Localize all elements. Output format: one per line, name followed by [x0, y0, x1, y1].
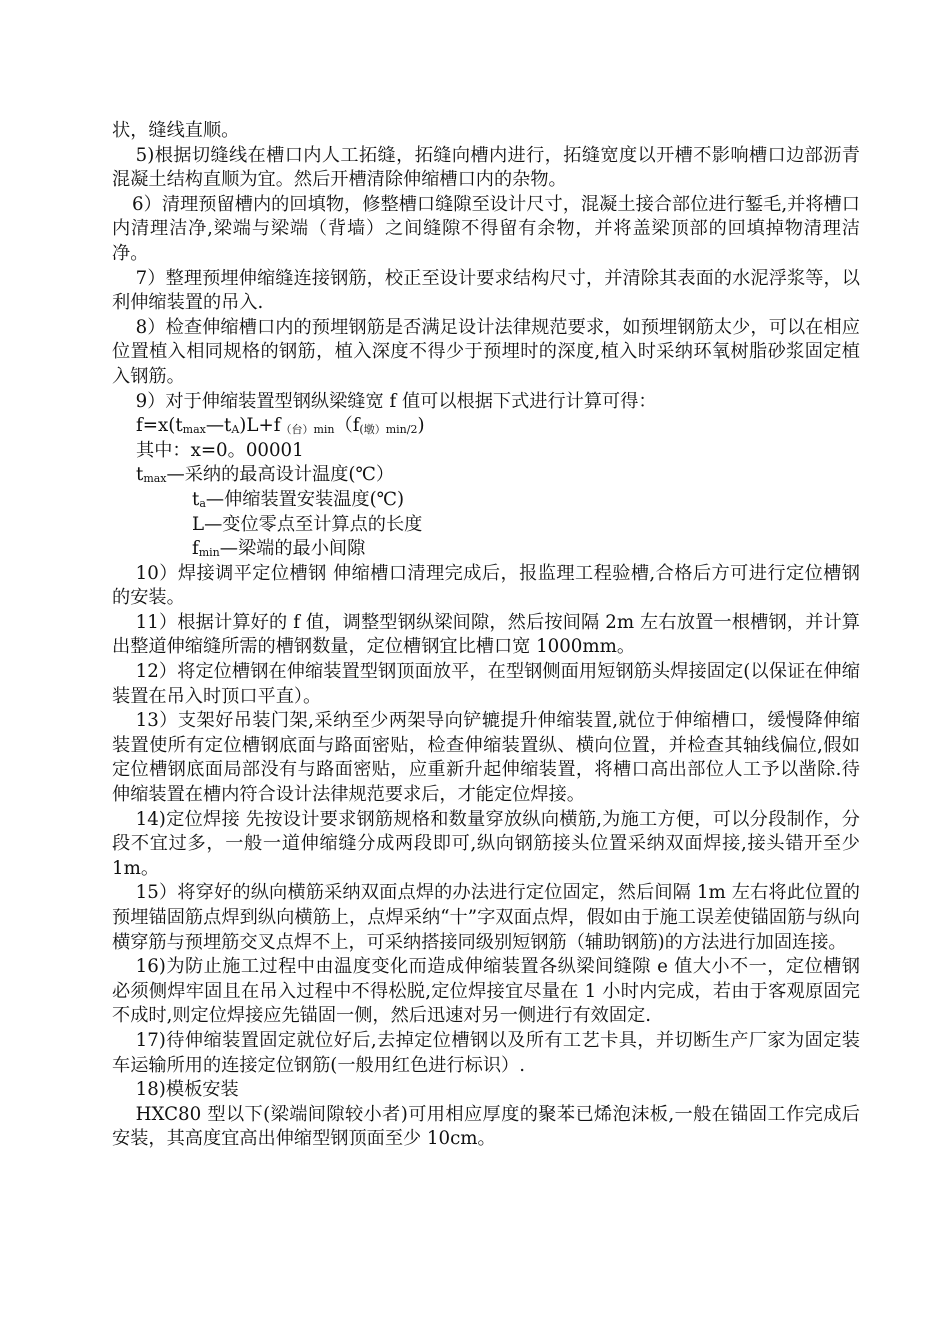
- paragraph-step-17: 17)待伸缩装置固定就位好后,去掉定位槽钢以及所有工艺卡具，并切断生产厂家为固定装车运输所用的连接定位钢筋(一般用红色进行标识）.: [112, 1029, 860, 1076]
- formula-sub-a: A: [231, 423, 240, 437]
- variable-symbol: L: [192, 513, 205, 535]
- paragraph-step-15: 15）将穿好的纵向横筋采纳双面点焊的办法进行定位固定，然后间隔 1m 左右将此位置的预埋锚固筋点焊到纵向横筋上，点焊采纳“十”字双面点焊，假如由于施工误差使锚固筋与纵向横穿筋与预埋筋交叉点焊不上，可采纳搭接同级别短钢筋（辅助钢筋)的方法进行加固连接。: [112, 882, 860, 953]
- paragraph-step-8: 8）检查伸缩槽口内的预埋钢筋是否满足设计法律规范要求，如预埋钢筋太少，可以在相应位置植入相同规格的钢筋，植入深度不得少于预埋时的深度,植入时采纳环氧树脂砂浆固定植入钢筋。: [112, 316, 860, 387]
- paragraph-step-11: 11）根据计算好的 f 值，调整型钢纵梁间隙，然后按间隔 2m 左右放置一根槽钢，并计算出整道伸缩缝所需的槽钢数量，定位槽钢宜比槽口宽 1000mm。: [112, 611, 860, 658]
- paragraph-step-16: 16)为防止施工过程中由温度变化而造成伸缩装置各纵梁间缝隙 e 值大小不一，定位槽钢必须侧焊牢固且在吊入过程中不得松脱,定位焊接宜尽量在 1 小时内完成，若由于客观原固完不成时,则定位焊接应先锚固一侧，然后迅速对另一侧进行有效固定.: [112, 956, 860, 1027]
- paragraph-step-13: 13）支架好吊装门架,采纳至少两架导向铲辘提升伸缩装置,就位于伸缩槽口，缓慢降伸缩装置使所有定位槽钢底面与路面密贴，检查伸缩装置纵、横向位置，并检查其轴线偏位,假如定位槽钢底面局部没有与路面密贴，应重新升起伸缩装置，将槽口高出部位人工予以凿除.待伸缩装置在槽内符合设计法律规范要求后，才能定位焊接。: [112, 710, 860, 806]
- variable-description: —梁端的最小间隙: [219, 538, 366, 560]
- paragraph-formwork: HXC80 型以下(梁端间隙较小者)可用相应厚度的聚苯已烯泡沫板,一般在锚固工作完成后安装，其高度宜高出伸缩型钢顶面至少 10cm。: [112, 1103, 860, 1150]
- variable-description: —采纳的最高设计温度(℃）: [166, 464, 395, 486]
- formula-mid-2: )L+f: [239, 415, 281, 437]
- formula-sub-max: max: [182, 423, 206, 437]
- variable-symbol: t: [136, 464, 144, 486]
- variable-l: [112, 513, 860, 538]
- paragraph-step-9: 9）对于伸缩装置型钢纵梁缝宽 f 值可以根据下式进行计算可得：: [135, 390, 657, 412]
- formula-where-line: 其中：x=0。00001: [136, 439, 304, 461]
- variable-fmin: [112, 537, 860, 562]
- paragraph-step-12: 12）将定位槽钢在伸缩装置型钢顶面放平，在型钢侧面用短钢筋头焊接固定(以保证在伸缩装置在吊入时顶口平直）。: [112, 661, 860, 707]
- paragraph-step-6: 6）清理预留槽内的回填物，修整槽口缝隙至设计尺寸，混凝土接合部位进行錾毛,并将槽口内清理洁净,梁端与梁端（背墙）之间缝隙不得留有余物，并将盖梁顶部的回填掉物清理洁净。: [112, 193, 860, 264]
- variable-subscript: min: [198, 546, 220, 560]
- document-page: [112, 119, 860, 1152]
- gap-width-formula: [112, 414, 860, 439]
- paragraph-step-14: 14)定位焊接 先按设计要求钢筋规格和数量穿放纵向横筋,为施工方便，可以分段制作，分段不宜过多，一般一道伸缩缝分成两段即可,纵向钢筋接头位置采纳双面焊接,接头错开至少 1m。: [112, 808, 860, 879]
- formula-mid-3: （f: [334, 415, 360, 437]
- paragraph-step-5: 5)根据切缝线在槽口内人工拓缝，拓缝向槽内进行，拓缝宽度以开槽不影响槽口边部沥青混凝土结构直顺为宜。然后开槽清除伸缩槽口内的杂物。: [112, 144, 860, 191]
- formula-tail: ): [417, 415, 425, 437]
- formula-sub-tai-min: （台）min: [280, 423, 335, 437]
- formula-lead: f=x(t: [136, 415, 183, 437]
- variable-ta: [112, 488, 860, 513]
- paragraph-continuation: 状，缝线直顺。: [112, 120, 240, 141]
- variable-symbol: f: [192, 538, 199, 560]
- variable-subscript: a: [199, 496, 206, 510]
- variable-description: —变位零点至计算点的长度: [204, 513, 423, 535]
- paragraph-step-18-heading: 18)模板安装: [135, 1079, 239, 1101]
- paragraph-step-10: 10）焊接调平定位槽钢 伸缩槽口清理完成后，报监理工程验槽,合格后方可进行定位槽钢的安装。: [112, 562, 860, 609]
- formula-sub-dun-min: (墩）min/2: [359, 423, 418, 437]
- variable-description: —伸缩装置安装温度(℃): [205, 488, 405, 510]
- variable-symbol: t: [192, 488, 200, 510]
- paragraph-step-7: 7）整理预埋伸缩缝连接钢筋，校正至设计要求结构尺寸，并清除其表面的水泥浮浆等，以利伸缩装置的吊入.: [112, 267, 860, 314]
- variable-subscript: max: [143, 472, 167, 486]
- variable-tmax: [112, 463, 860, 488]
- formula-mid-1: —t: [205, 415, 232, 437]
